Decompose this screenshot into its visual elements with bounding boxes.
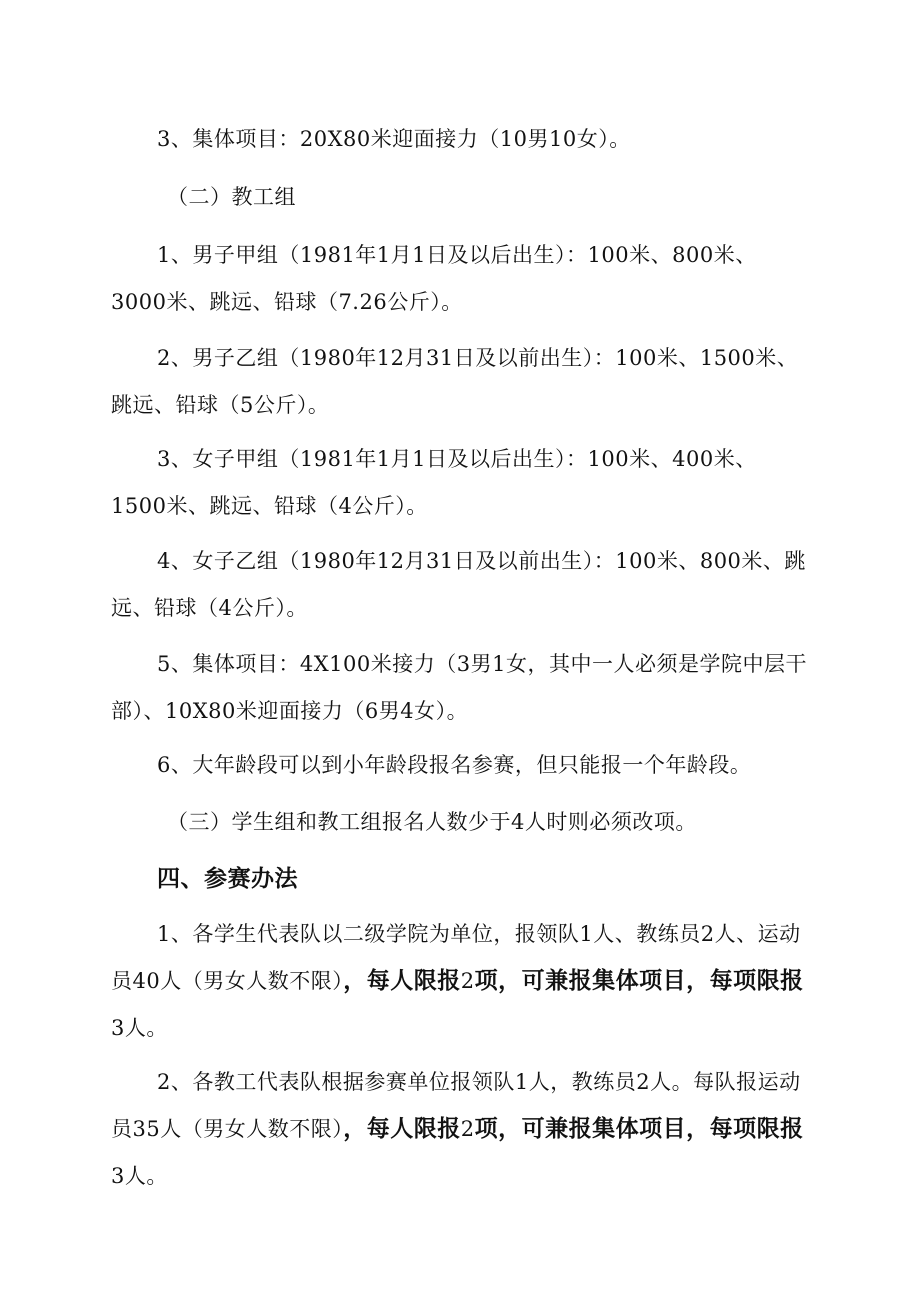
staff-rules-emphasis-2: 项，可兼报集体项目，每项限报 [474,1116,804,1142]
paragraph-women-group-b: 4、女子乙组（1980年12月31日及以前出生）：100米、800米、跳远、铅球（4公斤）。 [111,549,806,620]
staff-rules-count: 2 [460,1117,475,1141]
paragraph-women-group-a: 3、女子甲组（1981年1月1日及以后出生）：100米、400米、1500米、跳远、铅球（4公斤）。 [111,447,757,518]
paragraph-men-group-b: 2、男子乙组（1980年12月31日及以前出生）：100米、1500米、跳远、铅球（5公斤）。 [111,346,799,417]
paragraph-age-group-rule: 6、大年龄段可以到小年龄段报名参赛，但只能报一个年龄段。 [157,753,752,777]
student-rules-text: 1、各学生代表队以二级学院为单位，报领队1人、教练员2人、运动员40人（男女人数不限） [111,922,801,993]
section-heading-participation: 四、参赛办法 [157,866,298,892]
staff-rules-emphasis-1: ，每人限报 [343,1116,461,1142]
paragraph-collective-event-student: 3、集体项目：20X80米迎面接力（10男10女）。 [157,127,631,151]
staff-rules-limit: 3人。 [111,1164,168,1188]
student-rules-count: 2 [460,969,475,993]
subheading-staff-group: （二）教工组 [167,185,296,209]
paragraph-men-group-a: 1、男子甲组（1981年1月1日及以后出生）：100米、800米、3000米、跳远、铅球（7.26公斤）。 [111,243,757,314]
student-rules-emphasis-2: 项，可兼报集体项目，每项限报 [474,968,804,994]
staff-rules-text: 2、各教工代表队根据参赛单位报领队1人，教练员2人。每队报运动员35人（男女人数不限） [111,1070,801,1141]
student-rules-limit: 3人。 [111,1016,168,1040]
paragraph-staff-team-rules [111,1059,811,1200]
paragraph-min-entrants-rule: （三）学生组和教工组报名人数少于4人时则必须改项。 [167,810,697,834]
student-rules-emphasis-1: ，每人限报 [343,968,461,994]
paragraph-student-team-rules [111,911,811,1052]
paragraph-collective-event-staff: 5、集体项目：4X100米接力（3男1女，其中一人必须是学院中层干部）、10X80米迎面接力（6男4女）。 [111,652,807,723]
